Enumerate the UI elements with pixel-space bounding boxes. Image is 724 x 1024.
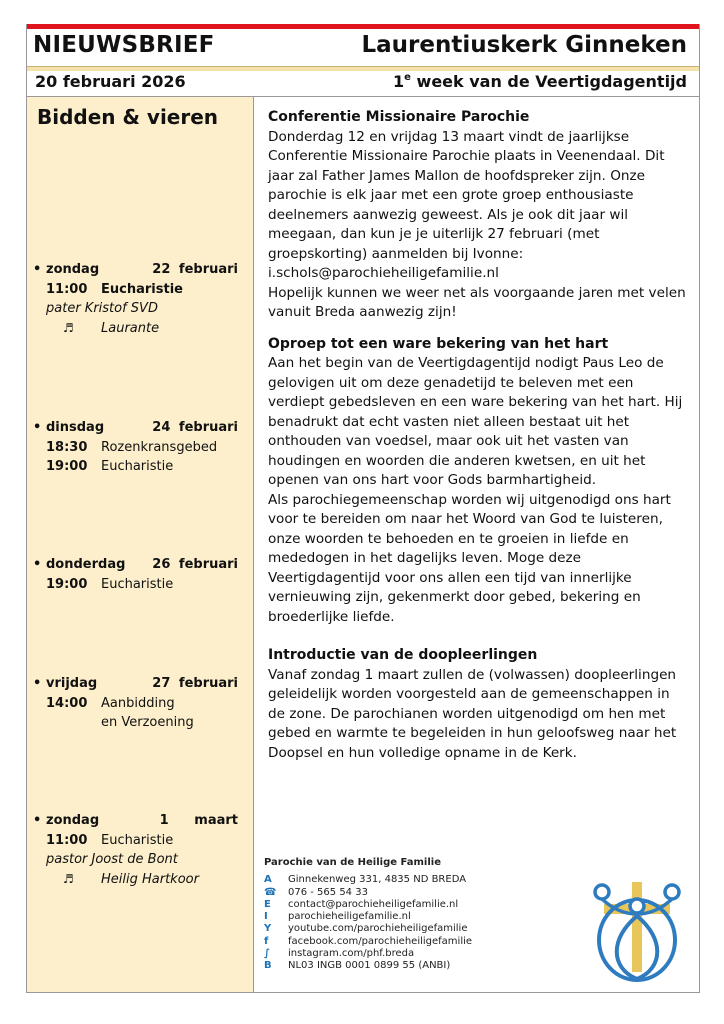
event-choir: Laurante bbox=[101, 320, 160, 336]
bullet-icon: • bbox=[33, 420, 42, 435]
event-time: 11:00 bbox=[46, 832, 88, 848]
logo-figure-center bbox=[630, 899, 644, 913]
contact-instagram[interactable]: instagram.com/phf.breda bbox=[288, 948, 415, 960]
article-body: Hopelijk kunnen we weer net als voorgaande jaren met velen vanuit Breda aanwezig zijn! bbox=[268, 284, 686, 320]
event-date: 1 maart bbox=[159, 813, 238, 828]
church-name: Laurentiuskerk Ginneken bbox=[361, 32, 687, 58]
bank-icon: B bbox=[264, 960, 272, 972]
event-day: donderdag bbox=[46, 557, 126, 572]
music-note-icon: ♬ bbox=[63, 320, 74, 335]
event-label: Eucharistie bbox=[101, 832, 174, 848]
event-item bbox=[33, 260, 248, 338]
event-time: 11:00 bbox=[46, 281, 88, 297]
contact-facebook[interactable]: facebook.com/parochieheiligefamilie bbox=[288, 935, 473, 947]
article-catechumens bbox=[268, 646, 688, 763]
contact-youtube[interactable]: youtube.com/parochieheiligefamilie bbox=[288, 923, 468, 935]
logo-cross-vertical bbox=[632, 882, 642, 972]
phone-icon: ☎ bbox=[264, 886, 277, 898]
contact-bank-account: NL03 INGB 0001 0899 55 (ANBI) bbox=[288, 960, 451, 972]
contact-line bbox=[264, 936, 564, 948]
main-content bbox=[268, 108, 688, 763]
masthead bbox=[27, 29, 699, 68]
facebook-icon: f bbox=[264, 935, 269, 947]
music-note-icon: ♬ bbox=[63, 871, 74, 886]
parish-name: Parochie van de Heilige Familie bbox=[264, 857, 441, 868]
article-body: Donderdag 12 en vrijdag 13 maart vindt de jaarlijkse Conferentie Missionaire Parochie plaats in Veenendaal. Dit jaar zal Father James Mallon de hoofdspreker zijn. Onze parochie is elk jaar met een grote groep enthousiaste deelnemers aanwezig geweest. Als je ook dit jaar wil meegaan, dan kun je je uiterlijk 27 februari (met groepskorting) aanmelden bij Ivonne: bbox=[268, 128, 665, 262]
event-item bbox=[33, 674, 248, 733]
event-time: 19:00 bbox=[46, 576, 88, 592]
issue-date: 20 februari 2026 bbox=[35, 72, 186, 91]
youtube-icon: Y bbox=[264, 923, 272, 935]
event-time: 14:00 bbox=[46, 695, 88, 711]
event-date: 27 februari bbox=[152, 676, 238, 691]
website-icon: I bbox=[264, 911, 268, 923]
article-title: Introductie van de doopleerlingen bbox=[268, 647, 538, 663]
sidebar-title: Bidden & vieren bbox=[37, 105, 219, 129]
event-item bbox=[33, 555, 248, 594]
logo-figure-right bbox=[665, 885, 679, 899]
event-day: zondag bbox=[46, 813, 100, 828]
event-celebrant: pater Kristof SVD bbox=[46, 301, 158, 316]
contact-website[interactable]: parochieheiligefamilie.nl bbox=[288, 911, 411, 923]
event-day: vrijdag bbox=[46, 676, 98, 691]
article-body: Vanaf zondag 1 maart zullen de (volwassen) doopleerlingen geleidelijk worden voorgesteld aan de gemeenschappen in de zone. De parochianen worden uitgenodigd om hen met gebed en warmte te begeleiden in hun geloofsweg naar het Doopsel en hun volledige opname in de Kerk. bbox=[268, 666, 677, 761]
contact-line bbox=[264, 923, 564, 935]
article-conference bbox=[268, 108, 688, 323]
event-label: Eucharistie bbox=[101, 576, 174, 592]
contact-address: Ginnekenweg 331, 4835 ND BREDA bbox=[288, 874, 467, 886]
event-label: Aanbidding bbox=[101, 695, 175, 711]
event-label: Eucharistie bbox=[101, 281, 183, 297]
event-label-continued: en Verzoening bbox=[101, 715, 194, 730]
article-title: Conferentie Missionaire Parochie bbox=[268, 109, 530, 125]
article-conversion bbox=[268, 335, 688, 628]
parish-logo bbox=[588, 878, 688, 984]
bullet-icon: • bbox=[33, 813, 42, 828]
week-ordinal: e bbox=[404, 72, 411, 83]
logo-figure-left bbox=[595, 885, 609, 899]
instagram-icon: ∫ bbox=[264, 948, 271, 960]
event-day: dinsdag bbox=[46, 420, 105, 435]
contact-line bbox=[264, 874, 564, 886]
subheader bbox=[27, 71, 699, 97]
contact-phone[interactable]: 076 - 565 54 33 bbox=[288, 886, 368, 898]
event-time: 19:00 bbox=[46, 459, 88, 474]
contact-email-link[interactable]: i.schols@parochieheiligefamilie.nl bbox=[268, 265, 499, 281]
event-date: 26 februari bbox=[152, 557, 238, 572]
bullet-icon: • bbox=[33, 262, 42, 277]
parish-contact-block bbox=[264, 857, 564, 973]
newsletter-title: NIEUWSBRIEF bbox=[33, 32, 215, 58]
address-icon: A bbox=[264, 874, 272, 886]
sidebar-schedule bbox=[27, 97, 254, 992]
event-choir: Heilig Hartkoor bbox=[101, 871, 199, 887]
contact-email[interactable]: contact@parochieheiligefamilie.nl bbox=[288, 898, 459, 910]
contact-line bbox=[264, 911, 564, 923]
event-label: Eucharistie bbox=[101, 459, 174, 474]
article-body: Aan het begin van de Veertigdagentijd nodigt Paus Leo de gelovigen uit om deze genadetijd te beleven met een verdiept gebedsleven en een ware bekering van het hart. Hij benadrukt dat echt vasten niet alleen bestaat uit het onthouden van voedsel, maar ook uit het vasten van houdingen en woorden die anderen kwetsen, en uit het openen van ons hart voor Gods barmhartigheid. bbox=[268, 355, 683, 488]
article-title: Oproep tot een ware bekering van het hart bbox=[268, 335, 609, 352]
bullet-icon: • bbox=[33, 557, 42, 572]
contact-line bbox=[264, 887, 564, 899]
event-time: 18:30 bbox=[46, 439, 88, 455]
week-number: 1 bbox=[393, 72, 405, 91]
bullet-icon: • bbox=[33, 676, 42, 691]
contact-line bbox=[264, 960, 564, 972]
liturgical-week bbox=[393, 72, 687, 91]
article-body: Als parochiegemeenschap worden wij uitgenodigd ons hart voor te bereiden om naar het Woord van God te luisteren, onze woorden te behoeden en te groeien in liefde en mededogen in het dagelijks leven. Moge deze Veertigdagentijd voor ons allen een tijd van innerlijke vernieuwing zijn, gekenmerkt door gebed, bekering en broederlijke liefde. bbox=[268, 491, 671, 625]
event-day: zondag bbox=[46, 262, 100, 277]
event-label: Rozenkransgebed bbox=[101, 439, 218, 455]
event-date: 24 februari bbox=[152, 420, 238, 435]
event-item bbox=[33, 811, 248, 889]
email-icon: E bbox=[264, 898, 271, 910]
event-item bbox=[33, 418, 248, 477]
week-text: week van de Veertigdagentijd bbox=[416, 72, 687, 91]
event-date: 22 februari bbox=[152, 262, 238, 277]
contact-line bbox=[264, 899, 564, 911]
contact-line bbox=[264, 948, 564, 960]
event-celebrant: pastor Joost de Bont bbox=[46, 852, 178, 867]
